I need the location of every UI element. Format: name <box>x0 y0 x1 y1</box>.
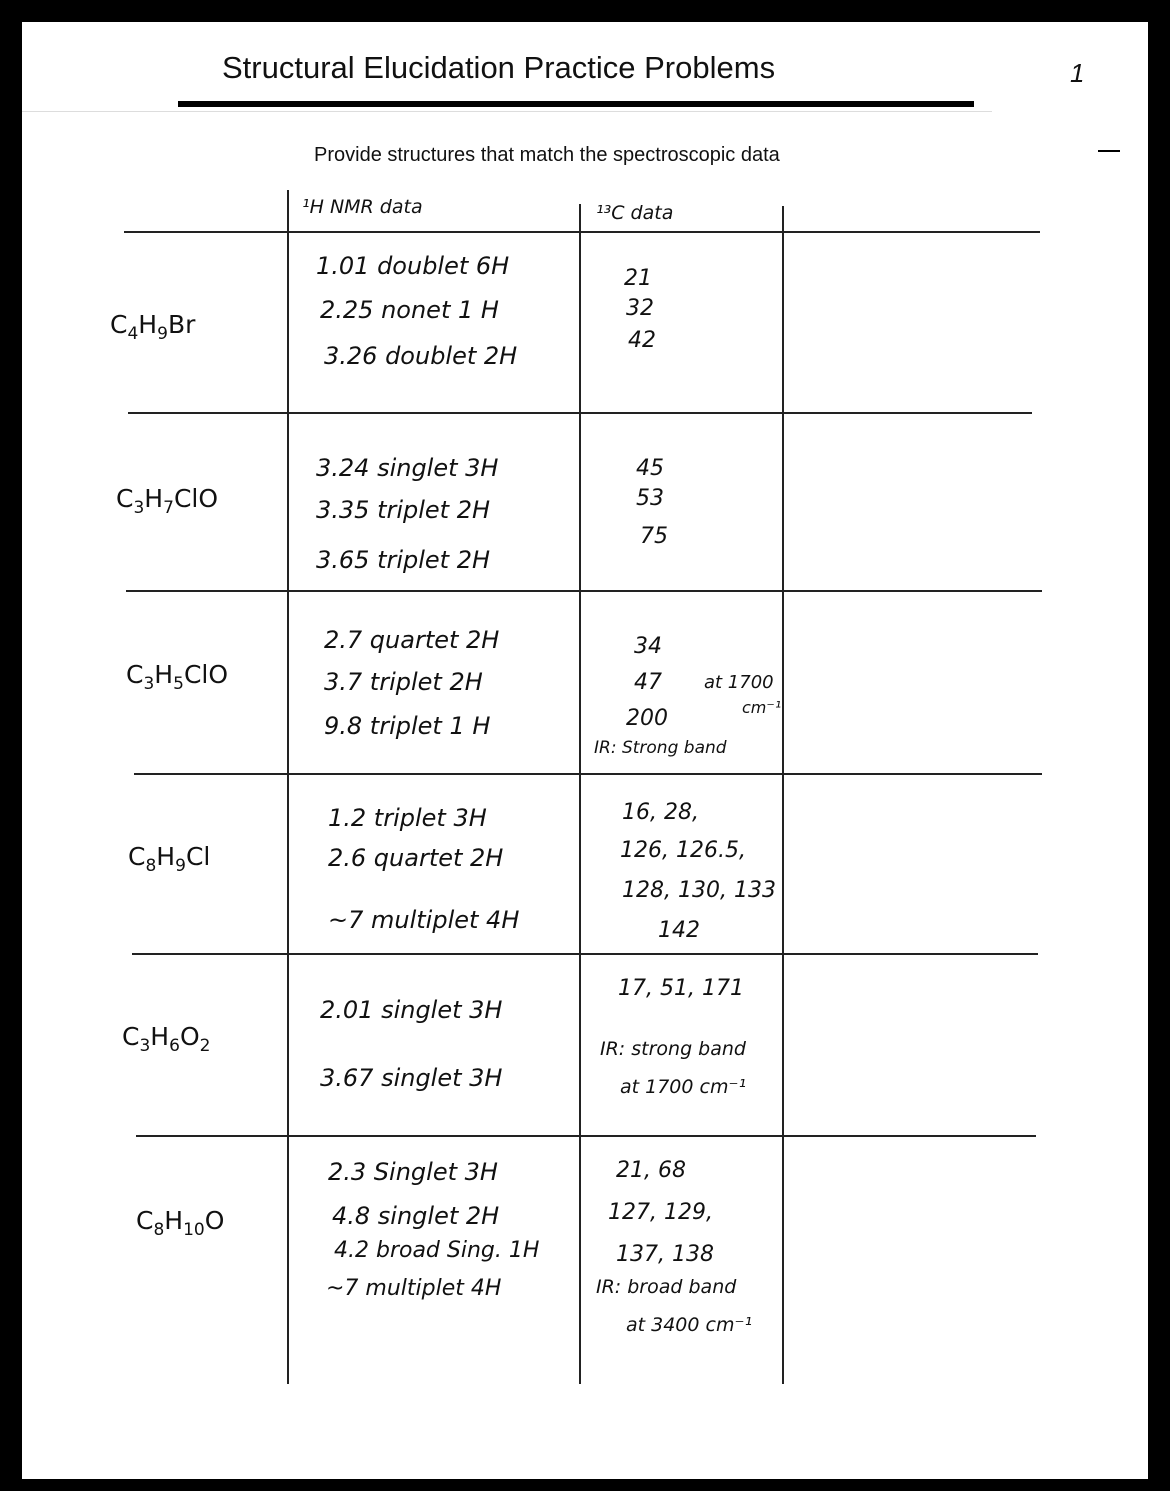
c13-line: 16, 28, <box>622 800 699 825</box>
c13-line: 128, 130, 133 <box>622 878 776 903</box>
c13-line: 127, 129, <box>608 1200 713 1225</box>
margin-mark <box>1098 150 1120 152</box>
nmr-line: 1.2 triplet 3H <box>328 804 487 832</box>
c13-line: 142 <box>658 918 700 943</box>
nmr-line: 1.01 doublet 6H <box>316 252 510 280</box>
ir-note: at 1700 <box>704 672 774 693</box>
nmr-line: 3.7 triplet 2H <box>324 668 483 696</box>
nmr-line: 3.24 singlet 3H <box>316 454 499 482</box>
c13-line: 34 <box>634 634 662 659</box>
formula-row-4: $C_8H_9Cl$ <box>128 842 211 876</box>
nmr-line: 2.01 singlet 3H <box>320 996 503 1024</box>
header-hnmr: ¹H NMR data <box>302 196 423 218</box>
c13-line: 32 <box>626 296 654 321</box>
column-divider-right <box>782 206 784 1384</box>
nmr-line: 4.2 broad Sing. 1H <box>334 1238 540 1263</box>
formula-row-2: $C_3H_7ClO$ <box>116 484 219 518</box>
c13-line: at 1700 cm⁻¹ <box>620 1076 747 1098</box>
nmr-line: 2.7 quartet 2H <box>324 626 500 654</box>
c13-line: 137, 138 <box>616 1242 714 1267</box>
worksheet-page <box>22 22 1148 1479</box>
column-divider-middle <box>579 204 581 1384</box>
row-rule <box>134 773 1042 775</box>
nmr-line: 2.3 Singlet 3H <box>328 1158 498 1186</box>
nmr-line: 3.35 triplet 2H <box>316 496 491 524</box>
nmr-line: 4.8 singlet 2H <box>332 1202 500 1230</box>
c13-line: 45 <box>636 456 664 481</box>
header-c13: ¹³C data <box>596 202 674 224</box>
row-rule <box>128 412 1032 414</box>
c13-line: IR: strong band <box>600 1038 746 1060</box>
c13-line: 17, 51, 171 <box>618 976 744 1001</box>
c13-line: at 3400 cm⁻¹ <box>626 1314 753 1336</box>
formula-row-1: $C_4H_9Br$ <box>110 310 196 344</box>
divider <box>22 111 992 112</box>
nmr-line: ~7 multiplet 4H <box>328 906 520 934</box>
row-rule <box>126 590 1042 592</box>
nmr-line: 2.6 quartet 2H <box>328 844 504 872</box>
ir-note: cm⁻¹ <box>742 698 782 717</box>
c13-line: 126, 126.5, <box>620 838 746 863</box>
formula-row-3: $C_3H_5ClO$ <box>126 660 229 694</box>
column-divider-left <box>287 190 289 1384</box>
nmr-line: 3.65 triplet 2H <box>316 546 491 574</box>
c13-line: 200 <box>626 706 668 731</box>
title-underline <box>178 101 974 107</box>
c13-line: IR: broad band <box>596 1276 737 1298</box>
page-number: 1 <box>1070 58 1085 88</box>
formula-row-5: $C_3H_6O_2$ <box>122 1022 211 1056</box>
row-rule <box>136 1135 1036 1137</box>
c13-line: 75 <box>640 524 668 549</box>
c13-line: 53 <box>636 486 664 511</box>
c13-line: 47 <box>634 670 662 695</box>
nmr-line: 9.8 triplet 1 H <box>324 712 491 740</box>
nmr-line: ~7 multiplet 4H <box>326 1276 502 1301</box>
nmr-line: 3.67 singlet 3H <box>320 1064 503 1092</box>
row-rule <box>132 953 1038 955</box>
ir-note: IR: Strong band <box>594 738 727 758</box>
c13-line: 42 <box>628 328 656 353</box>
formula-row-6: $C_8H_{10}O$ <box>136 1206 225 1240</box>
header-rule <box>124 231 1040 233</box>
c13-line: 21 <box>624 266 652 291</box>
nmr-line: 3.26 doublet 2H <box>324 342 518 370</box>
nmr-line: 2.25 nonet 1 H <box>320 296 499 324</box>
page-title: Structural Elucidation Practice Problems <box>222 50 776 85</box>
instructions: Provide structures that match the spectroscopic data <box>314 144 780 166</box>
c13-line: 21, 68 <box>616 1158 686 1183</box>
